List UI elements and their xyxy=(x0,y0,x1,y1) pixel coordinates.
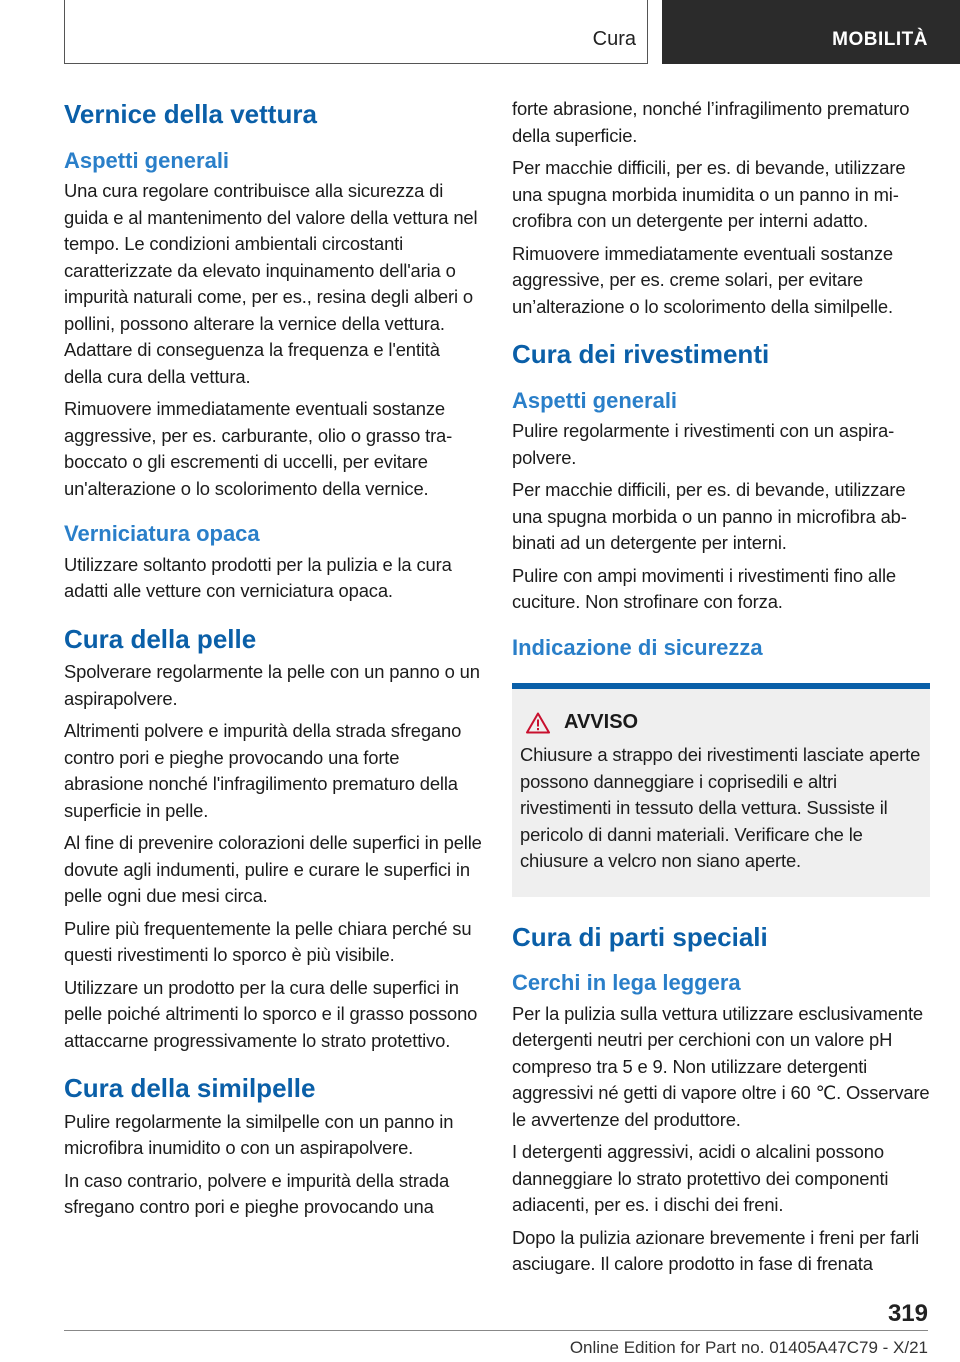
heading-leather: Cura della pelle xyxy=(64,623,257,654)
subheading-general: Aspetti generali xyxy=(64,147,230,173)
edition-note: Online Edition for Part no. 01405A47C79 - X/21 xyxy=(569,1338,928,1357)
paragraph: Per macchie difficili, per es. di bevande, utilizzare una spugna morbida o un panno in microfibra abbinati ad un detergente per interni. xyxy=(512,479,907,553)
warning-title xyxy=(520,711,922,734)
right-column xyxy=(512,96,930,1278)
paragraph: Utilizzare un prodotto per la cura delle superfici in pelle poiché altrimenti lo sporco e il grasso possono attaccarne progressivamente lo strato protettivo. xyxy=(64,976,478,1051)
section-label: Cura xyxy=(592,28,636,50)
paragraph: Utilizzare soltanto prodotti per la pulizia e la cura adatti alle vetture con verniciatura opaca. xyxy=(64,553,452,601)
paragraph: Pulire più frequentemente la pelle chiara perché su questi rivestimenti lo sporco è più visibile. xyxy=(64,917,472,965)
paragraph: Pulire regolarmente la similpelle con un panno in microfibra inumidito o con un aspirapolvere. xyxy=(64,1110,454,1158)
warning-title-text: AVVISO xyxy=(564,711,639,733)
paragraph: Pulire regolarmente i rivestimenti con un aspirapolvere. xyxy=(512,420,895,468)
heading-upholstery: Cura dei rivestimenti xyxy=(512,339,770,369)
subheading-matte: Verniciatura opaca xyxy=(64,521,260,546)
paragraph: Al fine di prevenire colorazioni delle superfici in pelle dovute agli indumenti, pulire e curare le superfici in pelle ogni due mesi circa. xyxy=(64,832,482,906)
paragraph: Dopo la pulizia azionare brevemente i freni per farli asciugare. Il calore prodotto in fase di frenata xyxy=(512,1226,920,1274)
chapter-tab xyxy=(662,0,960,64)
warning-text: Chiusure a strappo dei rivestimenti lasciate aperte possono danneggiare i coprisedili e altri rivestimenti in tessuto della vettura. Sussiste il pericolo di danni materiali. Verificare che le chiusure a velcro non siano aperte. xyxy=(520,744,921,871)
subheading-rims: Cerchi in lega leggera xyxy=(512,970,741,995)
heading-paint: Vernice della vettura xyxy=(64,99,317,129)
paragraph: Rimuovere immediatamente eventuali sostanze aggressive, per es. creme solari, per evitare un’alterazione o lo scolorimento della similpelle. xyxy=(512,242,893,317)
page-number: 319 xyxy=(887,1300,928,1327)
warning-triangle-icon xyxy=(526,712,550,734)
paragraph: Spolverare regolarmente la pelle con un panno o un aspirapolvere. xyxy=(64,661,480,709)
paragraph: forte abrasione, nonché l’infragilimento prematuro della superficie. xyxy=(512,98,910,146)
heading-simil: Cura della similpelle xyxy=(64,1073,316,1103)
paragraph: Una cura regolare contribuisce alla sicurezza di guida e al mantenimento del valore della vettura nel tempo. Le condizioni ambientali circostanti caratterizzate da elevato inquinamento dell'aria o impurità naturali come, per es., resina degli alberi o pollini, possono alterare la vernice della vettura. Adattare di conseguenza la frequenza e l'entità della cura della vettura. xyxy=(64,180,478,387)
subheading-general: Aspetti generali xyxy=(512,387,678,413)
paragraph: Pulire con ampi movimenti i rivestimenti fino alle cuciture. Non strofinare con forza. xyxy=(512,564,896,612)
paragraph: Per macchie difficili, per es. di bevande, utilizzare una spugna morbida inumidita o un panno in microfibra con un detergente per interni adatto. xyxy=(512,157,906,231)
chapter-label: MOBILITÀ xyxy=(832,29,928,50)
footer-divider xyxy=(64,1330,928,1331)
paragraph: Altrimenti polvere e impurità della strada sfregano contro pori e pieghe provocando una forte abrasione nonché l'infragilimento prematuro della superficie in pelle. xyxy=(64,720,462,821)
heading-special: Cura di parti speciali xyxy=(512,921,768,952)
left-column xyxy=(64,98,482,1221)
paragraph: Per la pulizia sulla vettura utilizzare esclusivamente detergenti neutri per cerchioni con un valore pH compreso tra 5 e 9. Non utilizzare detergenti aggressivi né getti di vapore oltre i 60 ℃. Osservare le avvertenze del produttore. xyxy=(512,1002,930,1130)
paragraph: In caso contrario, polvere e impurità della strada sfregano contro pori e pieghe provocando una xyxy=(64,1169,450,1217)
subheading-safety: Indicazione di sicurezza xyxy=(512,634,763,660)
paragraph: I detergenti aggressivi, acidi o alcalini possono danneggiare lo strato protettivo dei componenti adiacenti, per es. i dischi dei freni. xyxy=(512,1141,889,1215)
warning-box xyxy=(512,683,930,897)
paragraph: Rimuovere immediatamente eventuali sostanze aggressive, per es. carburante, olio o grasso traboccato o gli escrementi di uccelli, per evitare un'alterazione o lo scolorimento della vernice. xyxy=(64,398,453,499)
